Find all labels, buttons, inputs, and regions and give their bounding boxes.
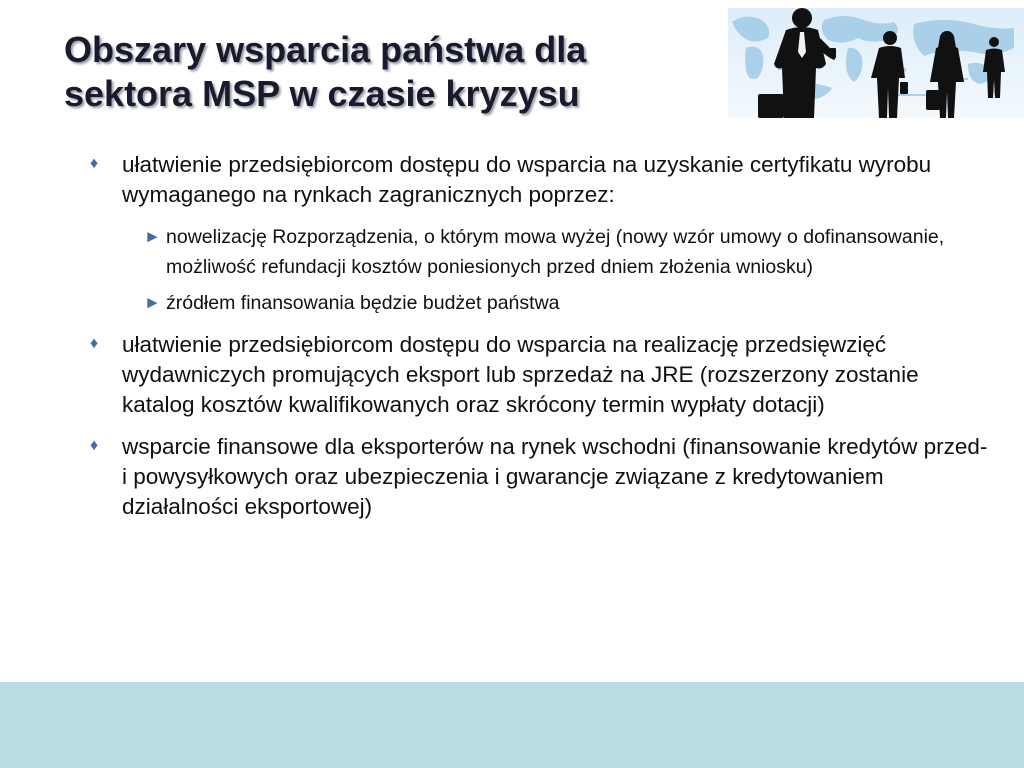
- sub-bullet-list: [122, 222, 988, 318]
- slide-title: [64, 28, 704, 116]
- sub-bullet-text: nowelizację Rozporządzenia, o którym mowa wyżej (nowy wzór umowy o dofinansowanie, możliwość refundacji kosztów poniesionych przed dniem złożenia wniosku): [166, 226, 945, 278]
- bullet-list: [88, 150, 988, 534]
- bullet-item: [88, 330, 988, 420]
- sub-bullet-item: [122, 222, 988, 282]
- footer-band: [0, 682, 1024, 768]
- slide-title-line-2: sektora MSP w czasie kryzysu: [64, 73, 580, 114]
- sub-bullet-item: [122, 288, 988, 318]
- arrow-bullet-icon: ►: [144, 227, 161, 246]
- diamond-bullet-icon: ♦: [90, 335, 99, 352]
- sub-bullet-text: źródłem finansowania będzie budżet państwa: [166, 292, 560, 314]
- arrow-bullet-icon: ►: [144, 293, 161, 312]
- diamond-bullet-icon: ♦: [90, 155, 99, 172]
- bullet-item: [88, 432, 988, 522]
- bullet-item: [88, 150, 988, 318]
- diamond-bullet-icon: ♦: [90, 437, 99, 454]
- bullet-text: ułatwienie przedsiębiorcom dostępu do wsparcia na realizację przedsięwzięć wydawniczych promujących eksport lub sprzedaż na JRE (rozszerzony zostanie katalog kosztów kwalifikowanych oraz skrócony termin wypłaty dotacji): [122, 332, 919, 417]
- bullet-text: wsparcie finansowe dla eksporterów na rynek wschodni (finansowanie kredytów przed- i powysyłkowych oraz ubezpieczenia i gwarancje związane z kredytowaniem działalności eksportowej): [122, 434, 988, 519]
- slide-title-line-1: Obszary wsparcia państwa dla: [64, 29, 587, 70]
- business-people-silhouettes-icon: [728, 8, 1024, 118]
- bullet-text: ułatwienie przedsiębiorcom dostępu do wsparcia na uzyskanie certyfikatu wyrobu wymaganego na rynkach zagranicznych poprzez:: [122, 152, 932, 207]
